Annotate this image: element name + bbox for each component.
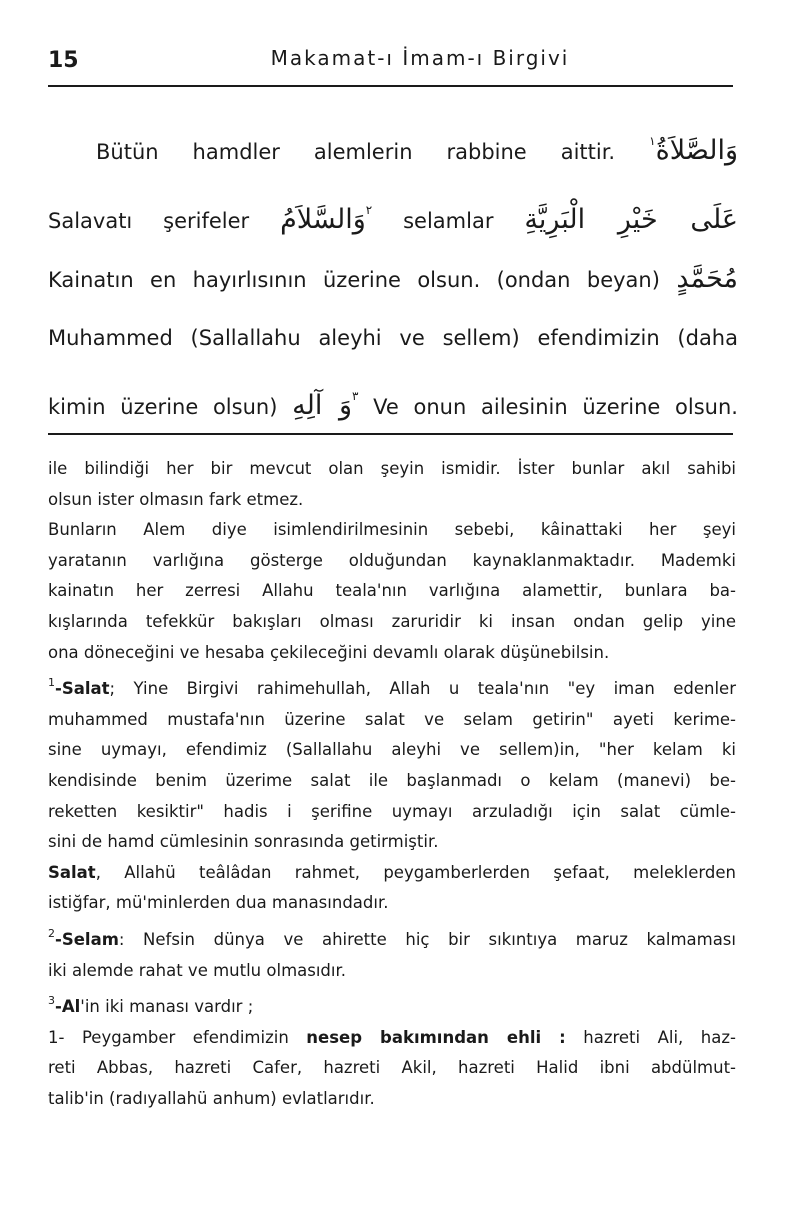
footnote-line: sine uymayı, efendimiz (Sallallahu aleyhi ve sellem)in, "her kelam ki bbox=[48, 740, 736, 760]
turkish-text: kimin üzerine olsun) bbox=[48, 395, 278, 419]
footnote-ref: ٣ bbox=[351, 389, 359, 403]
footnote-text: , Allahü teâlâdan rahmet, peygamberlerden şefaat, meleklerden bbox=[95, 862, 736, 882]
footnote-line: Bunların Alem diye isimlendirilmesinin sebebi, kâinattaki her şeyi bbox=[48, 520, 736, 540]
footnote-line: iki alemde rahat ve mutlu olmasıdır. bbox=[48, 960, 346, 980]
footnote-label: -Al bbox=[55, 997, 81, 1017]
arabic-text: وَ آلِهِ bbox=[292, 390, 352, 421]
salat-definition-line bbox=[48, 858, 736, 889]
salat-label: Salat bbox=[48, 862, 96, 882]
footnote-line: yaratanın varlığına gösterge olduğundan kaynaklanmaktadır. Mademki bbox=[48, 550, 736, 570]
footnote-line: kainatın her zerresi Allahu teala'nın varlığına alamettir, bunlara ba- bbox=[48, 581, 736, 601]
footnote-label: -Selam bbox=[55, 929, 119, 949]
main-line-1 bbox=[48, 112, 738, 181]
list-item-1-line bbox=[48, 1023, 736, 1054]
main-line-3 bbox=[48, 250, 738, 309]
turkish-text: Bütün hamdler alemlerin rabbine aittir. bbox=[96, 140, 616, 164]
arabic-text: عَلَى خَيْرِ الْبَرِيَّةِ bbox=[524, 204, 738, 235]
footnote-ref: ١ bbox=[649, 134, 656, 148]
arabic-text: وَالسَّلاَمُ bbox=[280, 204, 366, 235]
footnote-text: : Nefsin dünya ve ahirette hiç bir sıkıntıya maruz kalmaması bbox=[118, 929, 736, 949]
footnote-separator bbox=[48, 433, 733, 435]
running-title: Makamat-ı İmam-ı Birgivi bbox=[270, 46, 570, 70]
footnote-line: talib'in (radıyallahü anhum) evlatlarıdır. bbox=[48, 1088, 375, 1108]
main-line-4 bbox=[48, 309, 738, 367]
footnote-number: 2 bbox=[48, 926, 55, 940]
turkish-text: selamlar bbox=[403, 209, 494, 233]
footnote-3-line bbox=[48, 986, 736, 1023]
footnote-line: muhammed mustafa'nın üzerine salat ve selam getirin" ayeti kerime- bbox=[48, 709, 736, 729]
main-line-5 bbox=[48, 367, 738, 436]
footnote-text: 'in iki manası vardır ; bbox=[80, 997, 254, 1017]
footnote-line: ona döneceğini ve hesaba çekileceğini devamlı olarak düşünebilsin. bbox=[48, 642, 610, 662]
arabic-text: وَالصَّلاَةُ bbox=[655, 135, 738, 166]
footnote-line: kendisinde benim üzerime salat ile başlanmadı o kelam (manevi) be- bbox=[48, 770, 736, 790]
turkish-text: Ve onun ailesinin üzerine olsun. bbox=[373, 395, 738, 419]
turkish-text: Salavatı şerifeler bbox=[48, 209, 250, 233]
footnote-line: reti Abbas, hazreti Cafer, hazreti Akil, hazreti Halid ibni abdülmut- bbox=[48, 1058, 736, 1078]
footnote-2-line bbox=[48, 919, 736, 956]
footnote-line: kışlarında tefekkür bakışları olması zaruridir ki insan ondan gelip yine bbox=[48, 611, 736, 631]
footnote-line: olsun ister olmasın fark etmez. bbox=[48, 489, 304, 509]
footnote-line: istiğfar, mü'minlerden dua manasındadır. bbox=[48, 893, 389, 913]
footnote-text: hazreti Ali, haz- bbox=[565, 1027, 736, 1047]
main-line-2 bbox=[48, 181, 738, 250]
main-text bbox=[48, 112, 738, 436]
footnote-line: sini de hamd cümlesinin sonrasında getirmiştir. bbox=[48, 832, 439, 852]
footnote-line: ile bilindiği her bir mevcut olan şeyin ismidir. İster bunlar akıl sahibi bbox=[48, 459, 736, 478]
footnote-number: 3 bbox=[48, 994, 55, 1008]
bold-phrase: nesep bakımından ehli : bbox=[306, 1027, 566, 1047]
footnote-text: 1- Peygamber efendimizin bbox=[48, 1027, 307, 1047]
arabic-text: مُحَمَّدٍ bbox=[676, 263, 738, 294]
page-number: 15 bbox=[48, 48, 79, 73]
footnote-line: reketten kesiktir" hadis i şerifine uymayı arzuladığı için salat cümle- bbox=[48, 801, 736, 821]
footnote-number: 1 bbox=[48, 676, 55, 690]
header-rule bbox=[48, 85, 733, 87]
footnote-label: -Salat bbox=[55, 679, 110, 699]
footnotes bbox=[48, 454, 736, 1114]
footnote-ref: ٢ bbox=[365, 203, 373, 217]
footnote-1-line bbox=[48, 668, 736, 705]
turkish-text: Kainatın en hayırlısının üzerine olsun. (ondan beyan) bbox=[48, 268, 660, 292]
footnote-text: ; Yine Birgivi rahimehullah, Allah u teala'nın "ey iman edenler bbox=[109, 679, 736, 699]
turkish-text: Muhammed (Sallallahu aleyhi ve sellem) efendimizin (daha bbox=[48, 326, 738, 350]
